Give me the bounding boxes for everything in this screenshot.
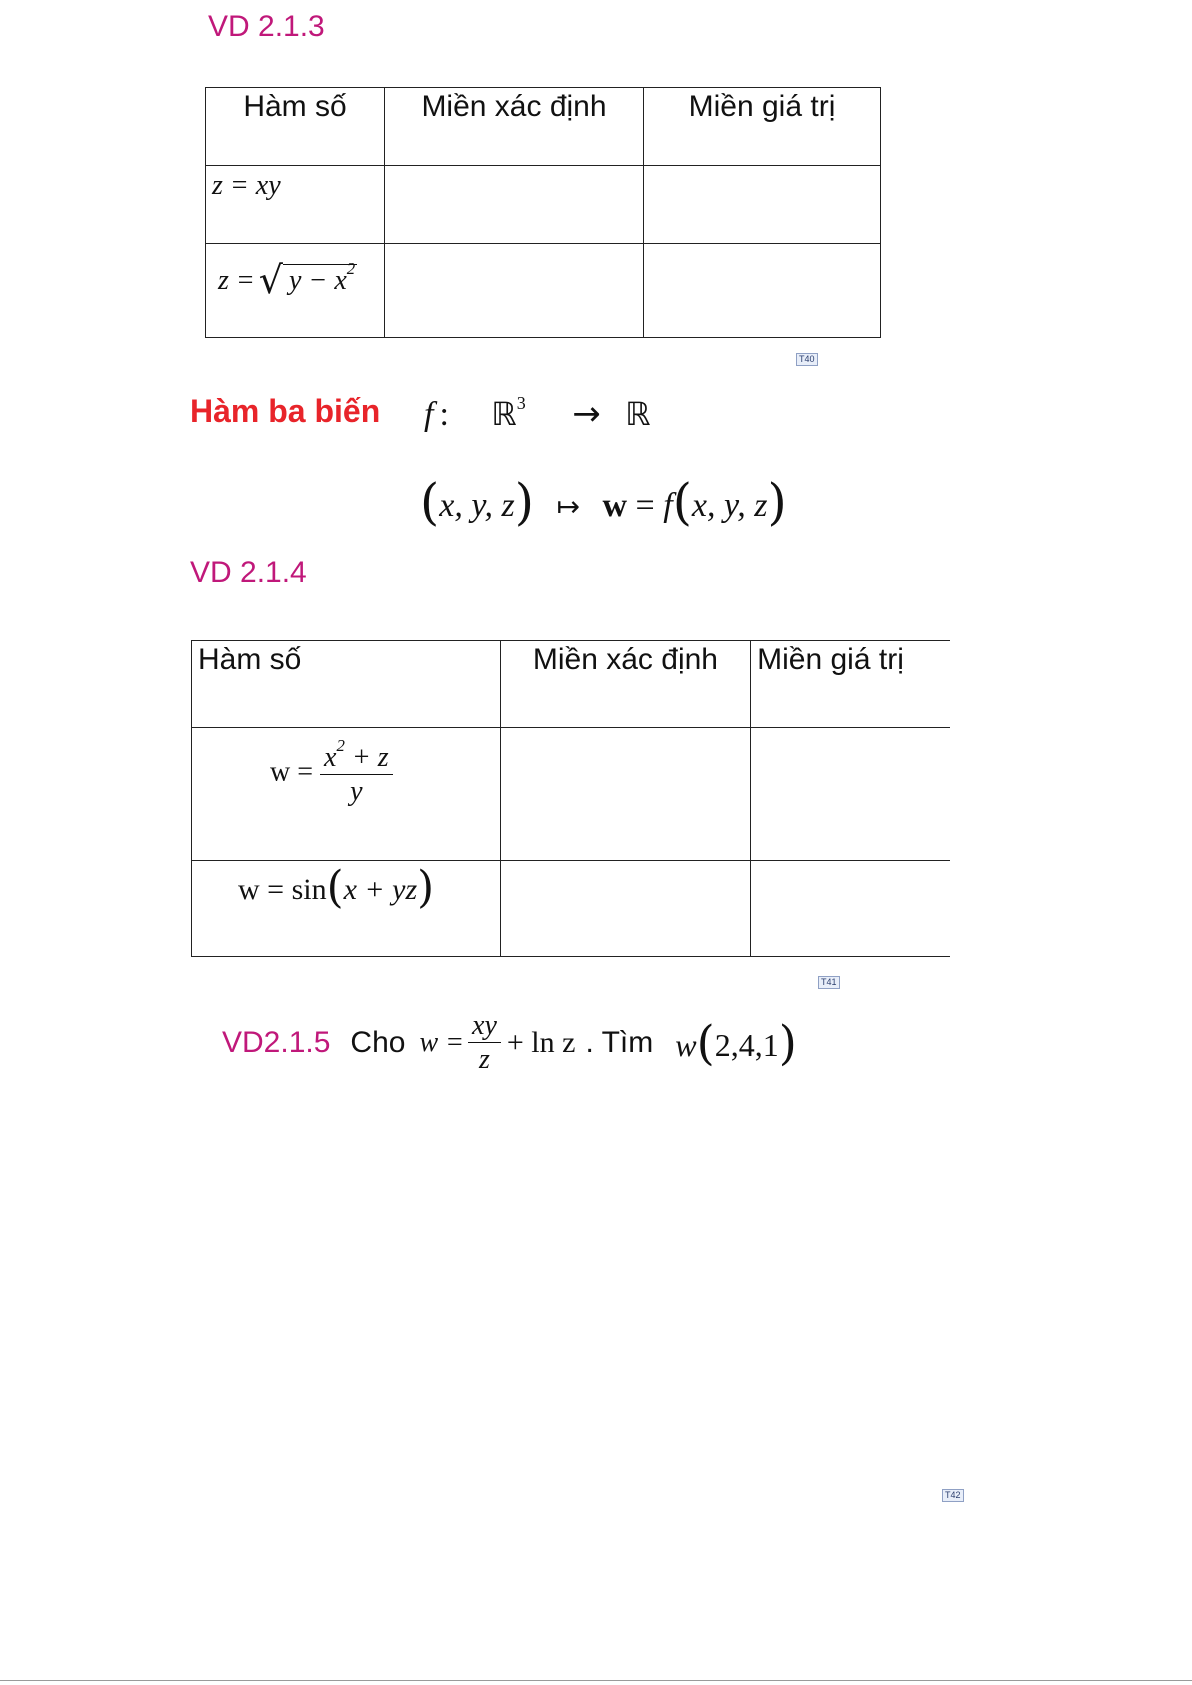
vd214-row1-function: w = $\frac{x^2 + z}{y}$	[192, 728, 501, 861]
vd213-row1-function: z = xy	[206, 166, 385, 244]
vd215-lhs: w =	[419, 1027, 465, 1058]
vd215-tim: . Tìm	[585, 1026, 654, 1059]
vd214-row1-range	[751, 728, 950, 861]
vd213-header-range: Miền giá trị	[644, 88, 881, 166]
vd213-header-domain: Miền xác định	[385, 88, 644, 166]
three-var-mapping-signature: f : ℝ$^3$ → ℝ	[424, 393, 651, 435]
vd214-table	[191, 640, 950, 957]
page-bottom-divider	[0, 1680, 1192, 1681]
vd213-row2-range	[644, 244, 881, 338]
slide-label-t42: T42	[942, 1489, 964, 1502]
three-var-mapping-rule: (x, y, z) ↦ w = f(x, y, z)	[420, 473, 787, 531]
vd214-header-range: Miền giá trị	[751, 641, 950, 728]
three-var-label: Hàm ba biến	[190, 393, 381, 429]
vd213-row1-range	[644, 166, 881, 244]
vd214-header-function: Hàm số	[192, 641, 501, 728]
vd214-row1-domain	[500, 728, 750, 861]
vd213-title: VD 2.1.3	[208, 10, 325, 43]
slide-label-t41: T41	[818, 976, 840, 989]
vd215-ln-term: + ln z	[506, 1026, 576, 1059]
vd215-line	[222, 1008, 797, 1078]
vd215-eval: w(2,4,1)	[675, 1016, 797, 1070]
vd215-title: VD2.1.5	[222, 1026, 331, 1059]
vd214-row2-range	[751, 861, 950, 957]
vd213-table	[205, 87, 881, 338]
vd214-title: VD 2.1.4	[190, 556, 307, 589]
vd213-row2-function: z = √ $y - x^2$	[206, 244, 385, 338]
vd213-row1-domain	[385, 166, 644, 244]
vd215-cho: Cho	[350, 1026, 406, 1059]
vd214-row2-domain	[500, 861, 750, 957]
vd214-header-domain: Miền xác định	[500, 641, 750, 728]
vd213-header-function: Hàm số	[206, 88, 385, 166]
vd214-row2-function: w = sin(x + yz)	[192, 861, 501, 957]
slide-label-t40: T40	[796, 353, 818, 366]
vd213-row2-domain	[385, 244, 644, 338]
vd215-fraction: $\frac{xy}{z}$	[468, 1010, 501, 1077]
